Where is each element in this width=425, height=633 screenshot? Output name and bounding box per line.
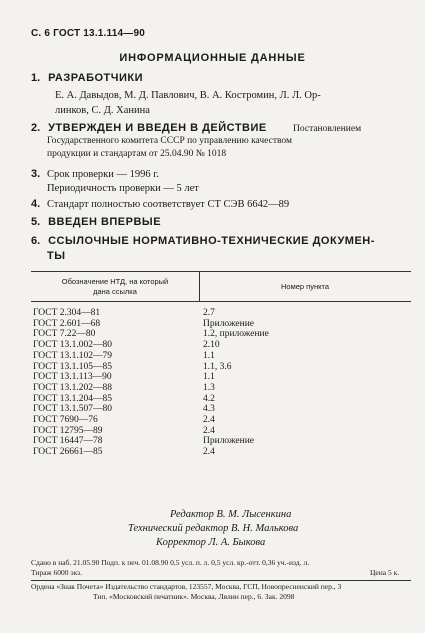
- section-6-heading: [31, 235, 375, 247]
- table-header-col2: Номер пункта: [280, 282, 329, 291]
- section-3-text-line-2: Периодичность проверки — 5 лет: [47, 183, 199, 194]
- table-row-item: Приложение: [203, 318, 254, 329]
- table-row-doc: ГОСТ 13.1.102—79: [33, 350, 112, 361]
- table-row-item: Приложение: [203, 436, 254, 447]
- imprint-printer: Тип. «Московский печатник». Москва, Лялин пер., 6. Зак. 2098: [93, 592, 295, 601]
- table-row-doc: ГОСТ 13.1.002—80: [33, 340, 112, 351]
- table-row-item: 2.4: [203, 447, 215, 458]
- section-6-heading-continuation: ТЫ: [47, 250, 66, 262]
- page-header: С. 6 ГОСТ 13.1.114—90: [31, 28, 145, 39]
- table-row-doc: ГОСТ 13.1.202—88: [33, 382, 112, 393]
- section-title: УТВЕРЖДЕН И ВВЕДЕН В ДЕЙСТВИЕ: [48, 122, 267, 134]
- section-number: 1.: [31, 72, 41, 84]
- table-row-item: 4.2: [203, 393, 215, 404]
- section-3-text-line-1: Срок проверки — 1996 г.: [47, 169, 159, 180]
- imprint-price: Цена 5 к.: [370, 568, 400, 577]
- section-title: РАЗРАБОТЧИКИ: [48, 72, 144, 84]
- section-3-heading: [31, 168, 45, 180]
- section-number: 5.: [31, 216, 41, 228]
- table-row-item: 4.3: [203, 404, 215, 415]
- table-row-doc: ГОСТ 2.304—81: [33, 308, 101, 318]
- section-4-text: Стандарт полностью соответствует СТ СЭВ 6642—89: [47, 199, 290, 210]
- table-row-item: 1.1, 3.6: [203, 361, 232, 372]
- table-row-item: 2.4: [203, 415, 215, 425]
- table-row-item: 2.7: [203, 308, 215, 318]
- section-2-text-line-1: Постановлением: [293, 124, 362, 134]
- section-2-text-line-3: продукции и стандартам от 25.04.90 № 1018: [47, 149, 227, 159]
- table-row-item: 1.3: [203, 382, 215, 393]
- imprint-publisher: Ордена «Знак Почета» Издательство стандартов, 123557, Москва, ГСП, Новопресненский пер., 3: [31, 582, 342, 591]
- table-row-doc: ГОСТ 12795—89: [33, 425, 103, 436]
- table-header-col1: Обозначение НТД, на который дана ссылка: [61, 277, 169, 296]
- table-row-doc: ГОСТ 16447—78: [33, 436, 103, 447]
- section-number: 3.: [31, 168, 41, 180]
- table-row-doc: ГОСТ 13.1.204—85: [33, 393, 112, 404]
- section-2-heading: [31, 122, 267, 134]
- table-row-item: 1.1: [203, 372, 215, 383]
- table-row-doc: ГОСТ 13.1.113—90: [33, 372, 112, 383]
- table-row-doc: ГОСТ 26661—85: [33, 447, 103, 458]
- document-title: ИНФОРМАЦИОННЫЕ ДАННЫЕ: [119, 52, 306, 64]
- table-row-item: 2.4: [203, 425, 215, 436]
- table-row-item: 1.2, приложение: [203, 329, 269, 340]
- section-number: 6.: [31, 235, 41, 247]
- credit-technical-editor: Технический редактор В. Н. Малькова: [128, 523, 299, 534]
- table-row-doc: ГОСТ 13.1.507—80: [33, 404, 112, 415]
- imprint-rule: [31, 580, 411, 581]
- imprint-line-1: Сдано в наб. 21.05.90 Подп. к печ. 01.08.90 0,5 усл. п. л. 0,5 усл. кр.-отт. 0,36 уч.-изд. л.: [31, 558, 310, 567]
- table-header-rule: [31, 301, 411, 302]
- imprint-print-run: Тираж 6000 экз.: [31, 568, 83, 577]
- table-top-rule: [31, 271, 411, 272]
- section-number: 4.: [31, 198, 41, 210]
- credit-editor: Редактор В. М. Лысенкина: [170, 509, 292, 520]
- table-row-doc: ГОСТ 7.22—80: [33, 329, 96, 340]
- section-1-text-line-2: линков, С. Д. Ханина: [55, 105, 150, 116]
- section-1-heading: [31, 72, 143, 84]
- table-row-doc: ГОСТ 2.601—68: [33, 318, 101, 329]
- credit-proofreader: Корректор Л. А. Быкова: [156, 537, 266, 548]
- section-2-text-line-2: Государственного комитета СССР по управлению качеством: [47, 136, 292, 146]
- section-5-heading: [31, 216, 161, 228]
- table-row-doc: ГОСТ 7690—76: [33, 415, 98, 425]
- section-1-text-line-1: Е. А. Давыдов, М. Д. Павлович, В. А. Костромин, Л. Л. Ор-: [55, 90, 321, 101]
- section-title: ССЫЛОЧНЫЕ НОРМАТИВНО-ТЕХНИЧЕСКИЕ ДОКУМЕН-: [48, 235, 375, 247]
- table-row-item: 2.10: [203, 340, 220, 351]
- table-row-item: 1.1: [203, 350, 215, 361]
- section-4-heading: [31, 198, 45, 210]
- section-title: ВВЕДЕН ВПЕРВЫЕ: [48, 216, 162, 228]
- table-row-doc: ГОСТ 13.1.105—85: [33, 361, 112, 372]
- section-number: 2.: [31, 122, 41, 134]
